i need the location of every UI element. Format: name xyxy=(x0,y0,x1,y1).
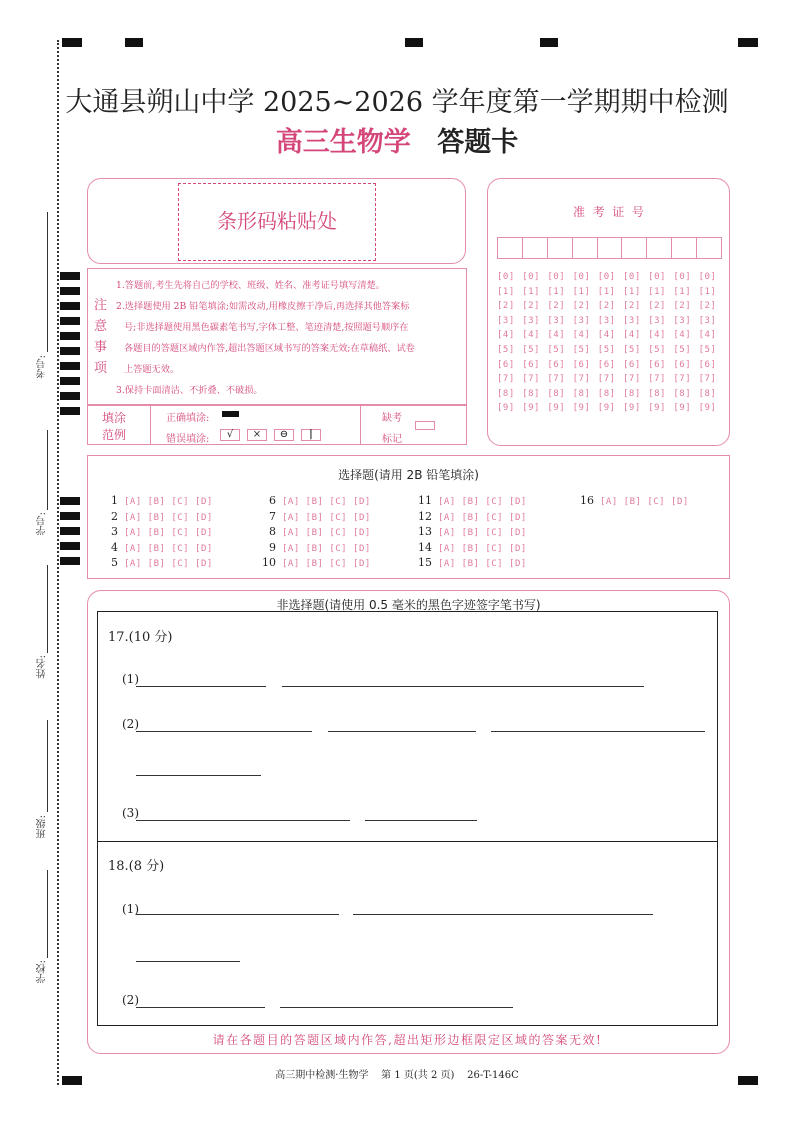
exam-id-bubble[interactable]: [0] xyxy=(648,272,666,282)
choice-row[interactable] xyxy=(418,541,527,554)
answer-area xyxy=(97,611,718,1026)
choice-row[interactable] xyxy=(262,494,371,507)
wrong-fill-marks xyxy=(220,429,321,441)
choice-row[interactable] xyxy=(262,510,371,523)
choice-row[interactable] xyxy=(262,556,371,569)
q18-label: 18.(8 分) xyxy=(108,859,165,874)
choice-options[interactable]: [A] [B] [C] [D] xyxy=(438,497,527,507)
choice-title: 选择题(请用 2B 铅笔填涂) xyxy=(338,468,479,482)
absent-label-2: 标记 xyxy=(382,434,402,445)
exam-id-bubble[interactable]: [2] xyxy=(547,301,566,312)
choice-row[interactable] xyxy=(104,541,213,554)
exam-id-bubble[interactable]: [8] xyxy=(497,388,515,399)
exam-id-bubble[interactable]: [3] xyxy=(673,315,692,326)
exam-id-bubble[interactable]: [2] xyxy=(648,301,666,312)
exam-id-bubble[interactable]: [8] xyxy=(698,388,717,399)
q17-part2-answer-line-4[interactable] xyxy=(136,775,261,776)
exam-no-label: 考号: xyxy=(37,355,48,379)
exam-id-bubble[interactable]: [1] xyxy=(572,286,591,297)
alignment-mark xyxy=(738,38,758,47)
exam-id-bubble[interactable]: [7] xyxy=(698,374,717,385)
nonchoice-title: 非选择题(请使用 0.5 毫米的黑色字迹签字笔书写) xyxy=(276,598,541,612)
alignment-mark xyxy=(125,38,143,47)
exam-id-bubble[interactable]: [8] xyxy=(572,388,591,399)
notice-heading-char: 意 xyxy=(94,319,108,334)
exam-id-bubble[interactable]: [4] xyxy=(673,330,692,341)
exam-id-bubble[interactable]: [2] xyxy=(572,301,591,312)
notice-box xyxy=(87,268,467,405)
exam-id-bubble[interactable]: [3] xyxy=(572,315,591,326)
choice-row[interactable] xyxy=(104,510,213,523)
q17-part3-answer-line-2[interactable] xyxy=(365,820,477,821)
notice-line: 2.选择题使用 2B 铅笔填涂;如需改动,用橡皮擦干净后,再选择其他答案标 xyxy=(116,301,410,312)
exam-id-bubble[interactable]: [3] xyxy=(547,315,566,326)
answer-divider xyxy=(97,841,717,842)
choice-number: 10 xyxy=(262,556,276,569)
q18-part1-answer-line-3[interactable] xyxy=(136,961,240,962)
exam-id-bubble[interactable]: [4] xyxy=(497,330,515,341)
choice-number: 4 xyxy=(111,540,118,554)
q17-part2-answer-line-1[interactable] xyxy=(136,731,312,732)
wrong-mark-circle: ⊖ xyxy=(274,429,294,441)
exam-id-bubble[interactable]: [9] xyxy=(522,403,540,414)
q18-part2-answer-line-1[interactable] xyxy=(136,1007,265,1008)
exam-id-bubble[interactable]: [0] xyxy=(623,272,641,282)
exam-id-bubble[interactable]: [1] xyxy=(497,286,515,297)
exam-title: 大通县朔山中学 2025~2026 学年度第一学期期中检测 xyxy=(65,87,729,118)
q17-part1-label: (1) xyxy=(122,672,139,686)
choice-number: 11 xyxy=(418,494,432,507)
exam-id-bubble[interactable]: [1] xyxy=(522,286,540,297)
choice-row[interactable] xyxy=(418,556,527,569)
choice-options[interactable]: [A] [B] [C] [D] xyxy=(438,559,527,569)
exam-id-bubble[interactable]: [7] xyxy=(623,374,641,385)
absent-divider xyxy=(360,406,361,444)
exam-id-bubble[interactable]: [8] xyxy=(597,388,616,399)
wrong-fill-label: 错误填涂: xyxy=(166,434,210,445)
choice-row[interactable] xyxy=(262,541,371,554)
exam-id-bubble[interactable]: [7] xyxy=(673,374,692,385)
notice-heading-char: 事 xyxy=(94,340,108,355)
class-label: 班级: xyxy=(37,815,48,839)
exam-id-bubble[interactable]: [3] xyxy=(623,315,641,326)
exam-id-bubble[interactable]: [2] xyxy=(597,301,616,312)
q17-part3-answer-line-1[interactable] xyxy=(136,820,350,821)
wrong-mark-check: √ xyxy=(220,429,240,441)
exam-id-bubble[interactable]: [9] xyxy=(698,403,717,414)
exam-id-bubble[interactable]: [6] xyxy=(597,359,616,370)
q17-part2-label: (2) xyxy=(122,717,139,731)
choice-number: 12 xyxy=(418,509,432,523)
choice-row[interactable] xyxy=(418,510,527,523)
choice-number: 9 xyxy=(269,540,276,554)
exam-id-bubble[interactable]: [5] xyxy=(673,345,692,355)
name-label: 姓名: xyxy=(37,655,48,679)
exam-id-bubble[interactable]: [0] xyxy=(547,272,566,282)
barcode-area xyxy=(87,178,466,264)
exam-no-line xyxy=(47,212,48,352)
exam-id-bubble[interactable]: [8] xyxy=(648,388,666,399)
choice-row[interactable] xyxy=(580,494,689,507)
exam-id-bubble[interactable]: [5] xyxy=(698,345,717,355)
exam-id-bubble[interactable]: [2] xyxy=(673,301,692,312)
notice-line: 3.保持卡面清洁、不折叠、不破损。 xyxy=(116,385,263,396)
exam-id-bubble[interactable]: [5] xyxy=(597,345,616,355)
exam-id-bubble[interactable]: [9] xyxy=(673,403,692,414)
exam-id-bubble[interactable]: [1] xyxy=(597,286,616,297)
exam-id-bubble[interactable]: [9] xyxy=(547,403,566,414)
choice-options[interactable]: [A] [B] [C] [D] xyxy=(124,559,213,569)
exam-id-bubble[interactable]: [4] xyxy=(597,330,616,341)
q18-part1-answer-line-2[interactable] xyxy=(353,914,653,915)
choice-number: 8 xyxy=(269,525,276,538)
exam-id-bubble[interactable]: [7] xyxy=(547,374,566,385)
choice-options[interactable]: [A] [B] [C] [D] xyxy=(124,543,213,554)
exam-id-bubble[interactable]: [8] xyxy=(522,388,540,399)
q18-part2-answer-line-2[interactable] xyxy=(280,1007,513,1008)
exam-id-area xyxy=(487,178,730,446)
subject-title xyxy=(0,120,794,159)
q17-part2-answer-line-3[interactable] xyxy=(491,731,705,732)
fill-example-divider xyxy=(150,406,151,444)
exam-id-bubble[interactable]: [4] xyxy=(572,330,591,341)
choice-options[interactable]: [A] [B] [C] [D] xyxy=(282,543,371,554)
exam-id-bubble[interactable]: [0] xyxy=(673,272,692,282)
q17-part1-answer-line-2[interactable] xyxy=(282,686,644,687)
exam-id-bubble[interactable]: [6] xyxy=(648,359,666,370)
exam-id-bubble[interactable]: [6] xyxy=(572,359,591,370)
exam-id-bubble[interactable]: [9] xyxy=(497,403,515,414)
choice-section xyxy=(87,455,730,579)
school-line xyxy=(47,870,48,958)
subject-name: 高三生物学 xyxy=(275,127,411,158)
exam-id-bubble[interactable]: [4] xyxy=(698,330,717,341)
exam-id-bubble[interactable]: [5] xyxy=(572,345,591,355)
exam-id-bubble[interactable]: [3] xyxy=(522,315,540,326)
notice-heading xyxy=(94,295,108,379)
exam-id-bubble[interactable]: [6] xyxy=(698,359,717,370)
exam-id-bubble[interactable]: [1] xyxy=(698,286,717,297)
exam-id-bubble[interactable]: [7] xyxy=(497,374,515,385)
choice-number: 2 xyxy=(111,509,118,523)
exam-id-bubble[interactable]: [5] xyxy=(497,345,515,355)
choice-number: 5 xyxy=(111,556,118,569)
notice-lines xyxy=(116,275,462,401)
choice-number: 6 xyxy=(269,494,276,507)
exam-id-bubble[interactable]: [6] xyxy=(497,359,515,370)
q18-part1-answer-line-1[interactable] xyxy=(136,914,339,915)
notice-heading-char: 项 xyxy=(94,361,108,376)
binding-line xyxy=(57,40,59,1085)
choice-row[interactable] xyxy=(262,525,371,538)
notice-line: 1.答题前,考生先将自己的学校、班级、姓名、准考证号填写清楚。 xyxy=(116,280,385,291)
choice-number: 16 xyxy=(580,494,594,507)
exam-id-bubble[interactable]: [7] xyxy=(572,374,591,385)
exam-id-bubble[interactable]: [8] xyxy=(547,388,566,399)
exam-id-bubble[interactable]: [6] xyxy=(623,359,641,370)
exam-id-bubble[interactable]: [8] xyxy=(623,388,641,399)
correct-fill-label: 正确填涂: xyxy=(166,413,210,424)
barcode-label: 条形码粘贴处 xyxy=(217,209,337,233)
q18-part2-label: (2) xyxy=(122,993,139,1007)
absent-label-1: 缺考 xyxy=(382,413,402,424)
exam-id-bubble[interactable]: [8] xyxy=(673,388,692,399)
exam-id-bubble[interactable]: [0] xyxy=(497,272,515,282)
exam-id-bubble[interactable]: [2] xyxy=(522,301,540,312)
exam-id-bubble[interactable]: [7] xyxy=(648,374,666,385)
wrong-mark-bar: | xyxy=(301,429,321,441)
exam-id-bubble[interactable]: [2] xyxy=(623,301,641,312)
seat-no-label: 学号: xyxy=(37,512,48,536)
q17-label: 17.(10 分) xyxy=(108,630,173,645)
notice-line: 上答题无效。 xyxy=(124,364,180,375)
fill-example-label-2: 范例 xyxy=(102,428,127,442)
notice-line: 号;非选择题使用黑色碳素笔书写,字体工整、笔迹清楚,按照题号顺序在 xyxy=(124,322,409,333)
q17-part1-answer-line-1[interactable] xyxy=(136,686,266,687)
choice-number: 15 xyxy=(418,556,432,569)
correct-fill-mark xyxy=(222,411,239,417)
exam-id-bubble[interactable]: [4] xyxy=(648,330,666,341)
notice-heading-char: 注 xyxy=(94,298,108,313)
name-line xyxy=(47,565,48,653)
notice-line: 各题目的答题区域内作答,超出答题区域书写的答案无效;在草稿纸、试卷 xyxy=(124,343,415,354)
exam-id-bubble[interactable]: [9] xyxy=(648,403,666,414)
class-line xyxy=(47,720,48,812)
exam-id-bubble[interactable]: [1] xyxy=(648,286,666,297)
exam-id-bubble[interactable]: [0] xyxy=(597,272,616,282)
choice-row[interactable] xyxy=(104,556,213,569)
exam-id-bubble[interactable]: [3] xyxy=(648,315,666,326)
choice-options[interactable]: [A] [B] [C] [D] xyxy=(600,497,689,507)
choice-options[interactable]: [A] [B] [C] [D] xyxy=(124,497,213,507)
exam-id-bubble[interactable]: [7] xyxy=(522,374,540,385)
exam-id-boxes[interactable] xyxy=(497,237,722,259)
choice-options[interactable]: [A] [B] [C] [D] xyxy=(438,528,527,538)
exam-id-bubble[interactable]: [0] xyxy=(522,272,540,282)
exam-id-bubble[interactable]: [0] xyxy=(698,272,717,282)
seat-no-line xyxy=(47,430,48,510)
exam-id-bubble[interactable]: [3] xyxy=(497,315,515,326)
exam-id-bubble[interactable]: [5] xyxy=(547,345,566,355)
exam-id-bubble[interactable]: [9] xyxy=(572,403,591,414)
exam-id-bubble[interactable]: [5] xyxy=(623,345,641,355)
choice-number: 1 xyxy=(111,494,118,507)
exam-id-bubble[interactable]: [1] xyxy=(623,286,641,297)
wrong-mark-cross: × xyxy=(247,429,267,441)
school-label: 学校: xyxy=(37,960,48,984)
alignment-mark xyxy=(62,38,82,47)
exam-id-bubble[interactable]: [4] xyxy=(547,330,566,341)
choice-options[interactable]: [A] [B] [C] [D] xyxy=(124,512,213,523)
page-info: 高三期中检测·生物学 第 1 页(共 2 页) 26-T-146C xyxy=(275,1070,519,1081)
fill-example-label-1: 填涂 xyxy=(102,411,127,425)
exam-id-bubble[interactable]: [6] xyxy=(522,359,540,370)
exam-id-bubble[interactable]: [9] xyxy=(597,403,616,414)
choice-options[interactable]: [A] [B] [C] [D] xyxy=(438,512,527,523)
exam-id-title: 准 考 证 号 xyxy=(573,205,644,219)
choice-options[interactable]: [A] [B] [C] [D] xyxy=(124,528,213,538)
choice-options[interactable]: [A] [B] [C] [D] xyxy=(282,528,371,538)
choice-number: 14 xyxy=(418,540,432,554)
choice-number: 3 xyxy=(111,525,118,538)
choice-options[interactable]: [A] [B] [C] [D] xyxy=(438,543,527,554)
exam-id-bubble[interactable]: [5] xyxy=(522,345,540,355)
alignment-mark xyxy=(405,38,423,47)
choice-row[interactable] xyxy=(104,525,213,538)
exam-id-bubble[interactable]: [4] xyxy=(623,330,641,341)
exam-id-bubble[interactable]: [1] xyxy=(673,286,692,297)
absent-box[interactable] xyxy=(415,421,435,430)
card-name: 答题卡 xyxy=(437,127,519,158)
choice-options[interactable]: [A] [B] [C] [D] xyxy=(282,512,371,523)
choice-row[interactable] xyxy=(418,494,527,507)
choice-number: 13 xyxy=(418,525,432,538)
exam-id-bubble[interactable]: [7] xyxy=(597,374,616,385)
exam-id-bubble[interactable]: [4] xyxy=(522,330,540,341)
choice-row[interactable] xyxy=(418,525,527,538)
q18-part1-label: (1) xyxy=(122,902,139,916)
q17-part2-answer-line-2[interactable] xyxy=(328,731,476,732)
exam-id-bubble[interactable]: [2] xyxy=(698,301,717,312)
footer-warning: 请在各题目的答题区域内作答,超出矩形边框限定区域的答案无效! xyxy=(212,1033,603,1047)
exam-id-bubble[interactable]: [0] xyxy=(572,272,591,282)
q17-part3-label: (3) xyxy=(122,806,139,820)
exam-id-bubble[interactable]: [5] xyxy=(648,345,666,355)
exam-id-bubble[interactable]: [2] xyxy=(497,301,515,312)
exam-id-bubble[interactable]: [6] xyxy=(547,359,566,370)
choice-options[interactable]: [A] [B] [C] [D] xyxy=(282,497,371,507)
choice-number: 7 xyxy=(269,509,276,523)
alignment-mark xyxy=(540,38,558,47)
exam-id-bubble[interactable]: [3] xyxy=(597,315,616,326)
choice-row[interactable] xyxy=(104,494,213,507)
exam-id-bubble[interactable]: [3] xyxy=(698,315,717,326)
exam-id-bubble[interactable]: [1] xyxy=(547,286,566,297)
fill-example-box xyxy=(87,405,467,445)
exam-id-bubble[interactable]: [9] xyxy=(623,403,641,414)
choice-options[interactable]: [A] [B] [C] [D] xyxy=(282,559,371,569)
exam-id-bubble[interactable]: [6] xyxy=(673,359,692,370)
